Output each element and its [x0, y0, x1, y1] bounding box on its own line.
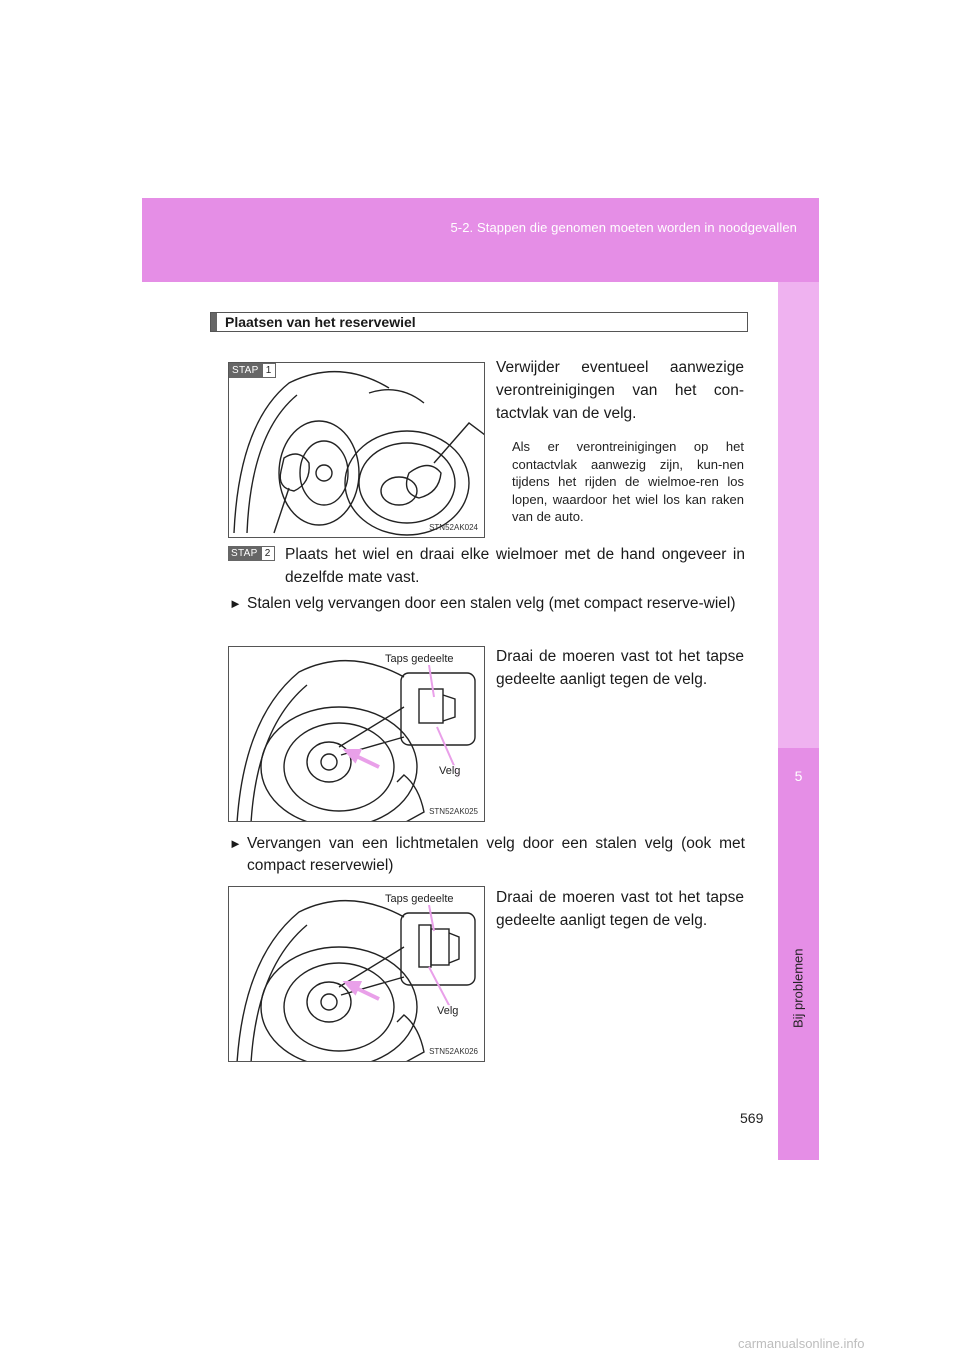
figure-clean-contact-surface: [228, 362, 485, 538]
steel-rim-illustration: [229, 647, 485, 822]
figure-alloy-to-steel-rim: [228, 886, 485, 1062]
figure-code: STN52AK026: [429, 1047, 478, 1056]
case1-instruction: Draai de moeren vast tot het tapse gedeelte aanligt tegen de velg.: [496, 648, 744, 688]
alloy-to-steel-rim-illustration: [229, 887, 485, 1062]
figure-code: STN52AK024: [429, 523, 478, 532]
section-header-bar: [211, 313, 217, 331]
chapter-header-band: [142, 198, 819, 282]
figure-steel-rim: [228, 646, 485, 822]
step-badge-2: STAP 2: [228, 546, 275, 561]
step2-instruction: Plaats het wiel en draai elke wielmoer met de hand ongeveer in dezelfde mate vast.: [285, 546, 745, 586]
chapter-side-tab[interactable]: [778, 748, 819, 1160]
case2-instruction: Draai de moeren vast tot het tapse gedeelte aanligt tegen de velg.: [496, 889, 744, 929]
rim-label: Velg: [437, 1005, 459, 1017]
step1-instruction: Verwijder eventueel aanwezige verontreinigingen van het con-tactvlak van de velg.: [496, 359, 744, 422]
watermark: carmanualsonline.info: [738, 1336, 865, 1351]
figure-code: STN52AK025: [429, 807, 478, 816]
chapter-label: Bij problemen: [790, 948, 806, 1028]
section-title: Plaatsen van het reservewiel: [225, 314, 416, 330]
bullet-arrow-icon: ►: [229, 836, 242, 851]
case1-heading: ► Stalen velg vervangen door een stalen velg (met compact reserve-wiel): [229, 593, 745, 615]
taper-label: Taps gedeelte: [385, 653, 454, 665]
wheel-cleaning-illustration: [229, 363, 485, 538]
section-header: [210, 312, 748, 332]
chapter-number: 5: [794, 768, 803, 784]
side-tab-decor: [778, 282, 819, 748]
step1-note: Als er verontreinigingen op het contactvlak aanwezig zijn, kun-nen tijdens het rijden de wielmoe-ren los lopen, waardoor het wiel los kan raken van de auto.: [512, 439, 744, 524]
chapter-title: 5-2. Stappen die genomen moeten worden in noodgevallen: [450, 220, 797, 235]
page-number: 569: [740, 1110, 764, 1126]
case2-heading: ► Vervangen van een lichtmetalen velg door een stalen velg (ook met compact reservewiel): [229, 835, 745, 874]
rim-label: Velg: [439, 765, 461, 777]
bullet-arrow-icon: ►: [229, 596, 242, 611]
step-badge-1: STAP 1: [229, 363, 276, 378]
taper-label: Taps gedeelte: [385, 893, 454, 905]
